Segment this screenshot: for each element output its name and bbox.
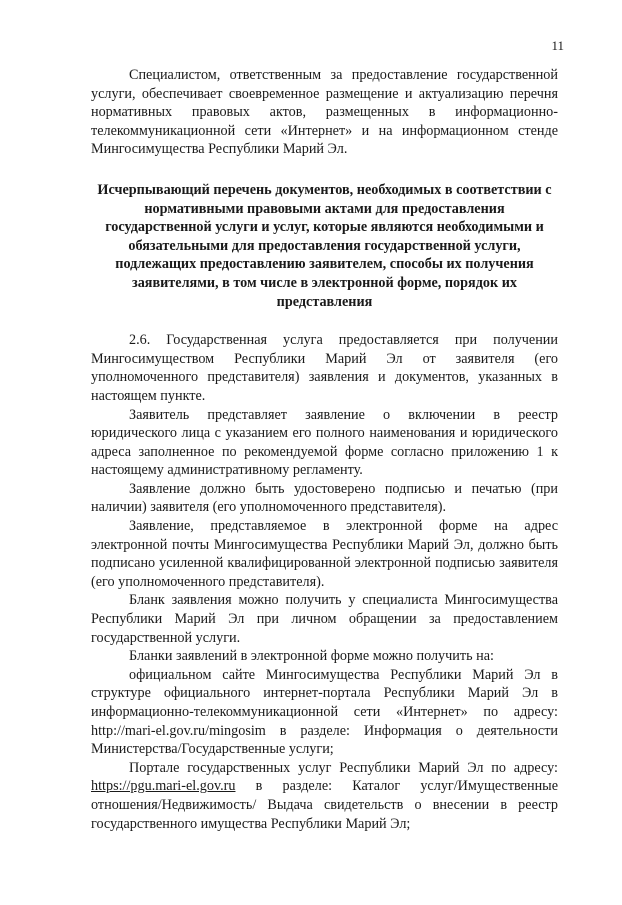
portal-link[interactable]: https://pgu.mari-el.gov.ru [91,778,236,795]
paragraph-blank: Бланк заявления можно получить у специалиста Мингосимущества Республики Марий Эл при личном обращении за предоставлением государственной услуги. [91,592,558,646]
page-number: 11 [551,38,564,53]
document-body [91,66,558,833]
section-heading: Исчерпывающий перечень документов, необходимых в соответствии с нормативными правовыми актами для предоставления государственной услуги и услуг, которые являются необходимыми и обязательными для предоставления государственной услуги, подлежащих предоставлению заявителем, способы их получения заявителями, в том числе в электронной форме, порядок их представления [97,181,552,310]
paragraph-portal [91,759,558,833]
intro-paragraph: Специалистом, ответственным за предоставление государственной услуги, обеспечивает своевременное размещение и актуализацию перечня нормативных правовых актов, размещенных в информационно-телекоммуникационной сети «Интернет» и на информационном стенде Мингосимущества Республики Марий Эл. [91,67,558,158]
portal-text-after: в разделе: Каталог услуг/Имущественные отношения/Недвижимость/ Выдача свидетельств о внесении в реестр государственного имущества Республики Марий Эл; [91,778,558,832]
paragraph-electronic: Заявление, представляемое в электронной форме на адрес электронной почты Мингосимущества Республики Марий Эл, должно быть подписано усиленной квалифицированной электронной подписью заявителя (его уполномоченного представителя). [91,518,558,590]
paragraph-blanks-electronic: Бланки заявлений в электронной форме можно получить на: [129,648,494,665]
paragraph-2-6: 2.6. Государственная услуга предоставляется при получении Мингосимуществом Республики Марий Эл от заявителя (его уполномоченного представителя) заявления и документов, указанных в настоящем пункте. [91,332,558,404]
paragraph-applicant: Заявитель представляет заявление о включении в реестр юридического лица с указанием его полного наименования и юридического адреса заполненное по рекомендуемой форме согласно приложению 1 к настоящему административному регламенту. [91,406,558,479]
paragraph-official-site: официальном сайте Мингосимущества Республики Марий Эл в структуре официального интернет-портала Республики Марий Эл в информационно-телекоммуникационной сети «Интернет» по адресу: http://mari-el.gov.ru/mingosim в разделе: Информация о деятельности Министерства/Государственные услуги; [91,666,558,758]
portal-text-before: Портале государственных услуг Республики Марий Эл по адресу: [129,759,558,776]
paragraph-signature: Заявление должно быть удостоверено подписью и печатью (при наличии) заявителя (его уполномоченного представителя). [91,480,558,516]
